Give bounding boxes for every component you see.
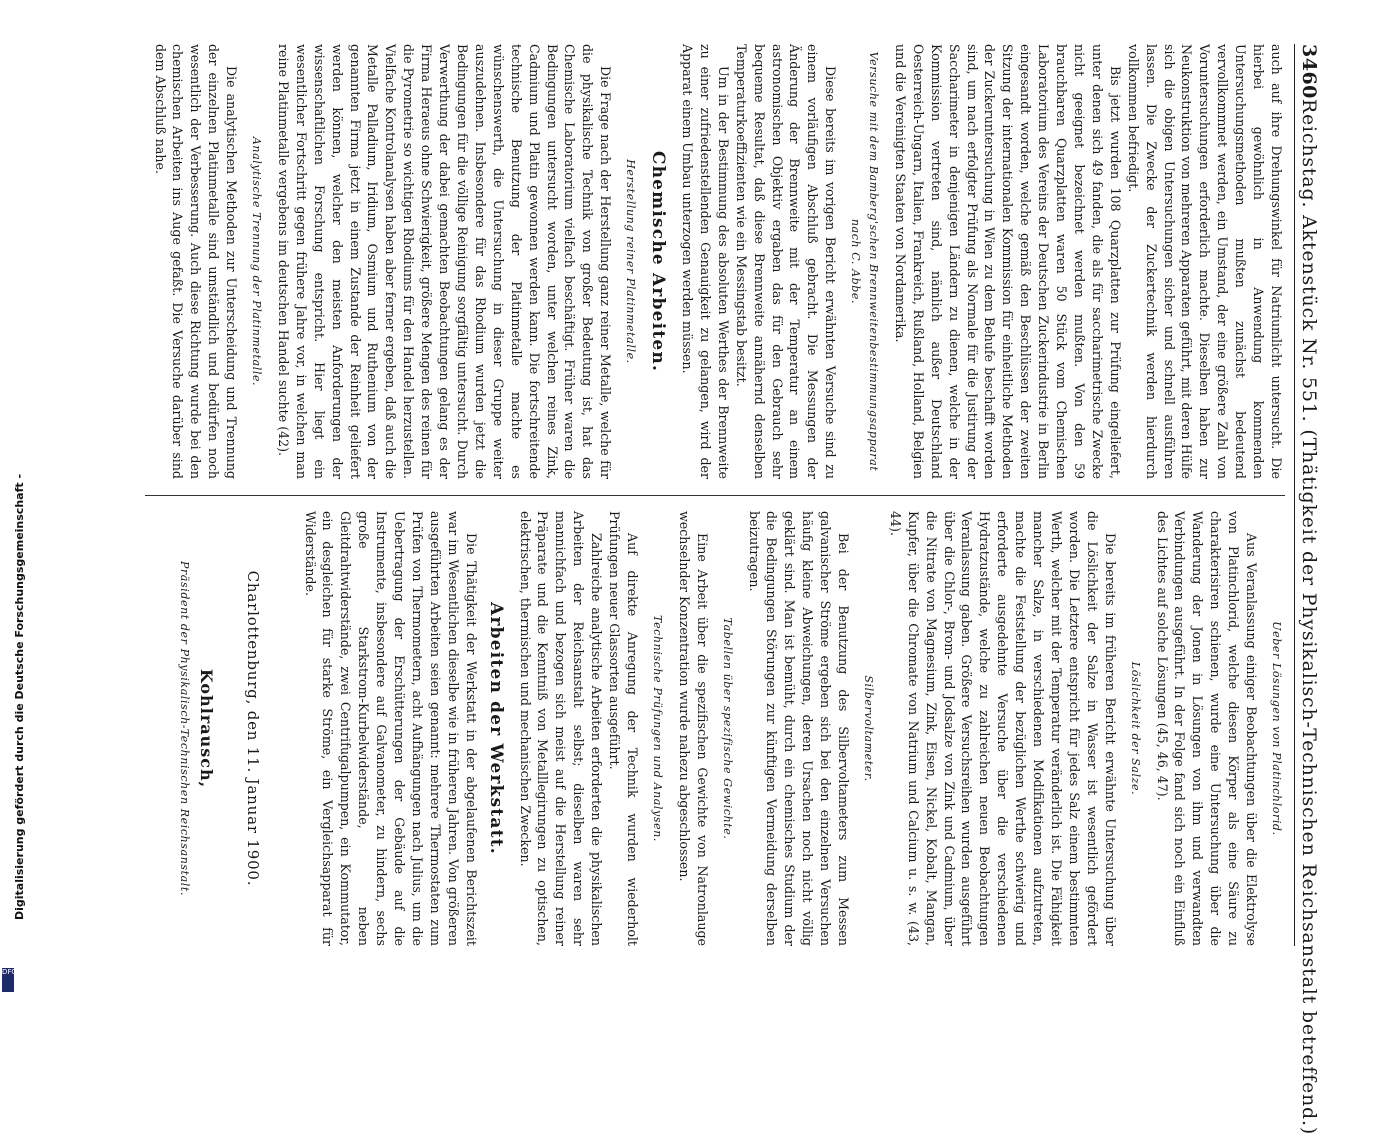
paragraph: Um in der Bestimmung des absoluten Werthes der Brennweite zu einer zufriedenstellenden Genauigkeit zu gelangen, wird der Apparat einem Umbau unterzogen werden müssen.: [680, 44, 731, 479]
column-divider: [145, 495, 1285, 496]
paragraph: Aus Veranlassung einiger Beobachtungen über die Elektrolyse von Platinchlorid, welche diesen Körper als eine Säure zu charakterisiren schienen, wurde eine Untersuchung über die Wanderung der Jonen in Lösungen von ihm und verwandten Verbindungen ausgeführt. In der Folge fand sich noch ein Einfluß des Lichtes auf solche Lösungen (45, 46, 47).: [1154, 511, 1260, 946]
paragraph: auch auf ihre Drehungswinkel für Natriumlicht untersucht. Die hierbei gewöhnlich in Anwendung kommenden Untersuchungsmethoden mußten zunächst bedeutend vervollkommnet werden, ein Umstand, der eine größere Zahl von Voruntersuchungen erforderlich machte. Dieselben haben zur Neukonstruktion von mehreren Apparaten geführt, mit deren Hülfe sich die obigen Untersuchungen sicher und schnell ausführen lassen. Die Zwecke der Zuckertechnik werden hierdurch vollkommen befriedigt.: [1125, 44, 1284, 479]
subheading: Ueber Lösungen von Platinchlorid.: [1270, 621, 1283, 836]
paragraph: Bis jetzt wurden 108 Quarzplatten zur Prüfung eingeliefert, unter denen sich 49 fanden, die als für saccharimetrische Zwecke nicht geeignet bezeichnet werden mußten. Von den 59 brauchbaren Quarzplatten waren 50 Stück vom Chemischen Laboratorium des Vereins der Deutschen Zuckerindustrie in Berlin eingesandt worden, welche gemäß den Beschlüssen der zweiten Sitzung der internationalen Kommission für einheitliche Methoden der Zuckeruntersuchung in Wien zu dem Behufe beschafft worden sind, um nach erfolgter Prüfung als Normale für die Justirung der Saccharimeter in denjenigen Ländern zu dienen, welche in der Kommission vertreten sind, nämlich außer Deutschland Oesterreich-Ungarn, Italien, Frankreich, Rußland, Holland, Belgien und die Vereinigten Staaten von Nordamerika.: [892, 44, 1123, 479]
paragraph: Eine Arbeit über die spezifischen Gewichte von Natronlauge wechselnder Konzentration wurde nahezu abgeschlossen.: [676, 511, 710, 946]
running-head-title: Reichstag. Aktenstück Nr. 551. (Thätigkeit der Physikalisch-Technischen Reichsanstalt betreffend.): [1298, 98, 1320, 1135]
dfg-logo: DFG: [2, 968, 14, 992]
paragraph: Zahlreiche analytische Arbeiten erforderten die physikalischen Arbeiten der Reichsanstalt selbst; dieselben waren sehr mannichfach und bezogen sich meist auf die Herstellung reiner Präparate und die Kenntniß von Metalllegirungen zu optischen, elektrischen, thermischen und mechanischen Zwecken.: [517, 511, 605, 946]
paragraph: Die analytischen Methoden zur Unterscheidung und Trennung der einzelnen Platinmetalle sind umständlich und bedürfen noch wesentlich der Verbesserung. Auch diese Richtung wurde bei den chemischen Arbeiten ins Auge gefaßt. Die Versuche darüber sind dem Abschluß nahe.: [152, 44, 240, 479]
paragraph: Die Thätigkeit der Werkstatt in der abgelaufenen Berichtszeit war im Wesentlichen dieselbe wie in früheren Jahren. Von größeren ausgeführten Arbeiten seien genannt: mehrere Thermostaten zum Prüfen von Thermometern, acht Aufhängungen nach Julius, um die Uebertragung der Erschütterungen der Gebäude auf die Instrumente, insbesondere auf Galvanometer, zu hindern, sechs große Starkstrom-Kurbelwiderstände, neben Gleitdrahtwiderstände, zwei Centrifugalpumpen, ein Kommutator, ein desgleichen für starke Ströme, ein Vergleichsapparat für Widerstände.: [302, 511, 479, 946]
paragraph: Die bereits im früheren Bericht erwähnte Untersuchung über die Löslichkeit der Salze in Wasser ist wesentlich gefördert worden. Die Letztere entspricht für jedes Salz einem bestimmten Werth, welcher mit der Temperatur veränderlich ist. Die Fähigkeit mancher Salze, in verschiedenen Modifikationen aufzutreten, machte die Feststellung der bezüglichen Werthe schwierig und erforderte ausgedehnte Versuche über die verschiedenen Hydratzustände, welche zu zahlreichen neuen Beobachtungen Veranlassung gaben. Größere Versuchsreihen wurden ausgeführt über die Chlor-, Brom- und Jodsalze von Zink und Cadmium, über die Nitrate von Magnesium, Zink, Eisen, Nickel, Kobalt, Mangan, Kupfer, über die Chromate von Natrium und Calcium u. s. w. (43, 44).: [887, 511, 1118, 946]
subheading: Löslichkeit der Salze.: [1128, 661, 1142, 796]
paragraph: Die Frage nach der Herstellung ganz reiner Metalle, welche für die physikalische Technik von großer Bedeutung ist, hat das Chemische Laboratorium vielfach beschäftigt. Früher waren die Bedingungen untersucht worden, unter welchen reines Zink, Cadmium und Platin gewonnen werden kann. Die fortschreitende technische Benutzung der Platinmetalle machte es wünschenswerth, die Untersuchung in dieser Gruppe weiter auszudehnen. Insbesondere für das Rhodium wurden jetzt die Bedingungen für die völlige Reinigung sorgfältig untersucht. Durch Verwerthung der dabei gemachten Beobachtungen gelang es der Firma Heraeus ohne Schwierigkeit, größere Mengen des reinen für die Pyrometrie so wichtigen Rhodiums für den Handel herzustellen. Vielfache Kontrolanalysen haben aber ferner ergeben, daß auch die Metalle Palladium, Iridium, Osmium und Ruthenium von der genannten Firma jetzt in einem Zustande der Reinheit geliefert werden können, welcher den meisten Anforderungen der wissenschaftlichen Forschung entspricht. Hier liegt ein wesentlicher Fortschritt gegen frühere Jahre vor, in welchen man reine Platinmetalle vergebens im deutschen Handel suchte (42).: [275, 44, 614, 479]
subheading: Silbervoltameter.: [861, 675, 875, 782]
running-head: [1297, 44, 1321, 1135]
header-rule: [1294, 44, 1295, 946]
subheading: Analytische Trennung der Platinmetalle.: [250, 136, 264, 387]
paragraph: Bei der Benutzung des Silbervoltameters zum Messen galvanischer Ströme ergeben sich bei den einzelnen Versuchen häufig kleine Abweichungen, deren Ursachen noch nicht völlig geklärt sind. Man ist bemüht, durch ein chemisches Studium der die Bedingungen Störungen zur künftigen Vermeidung derselben beizutragen.: [746, 511, 852, 946]
right-column: [155, 511, 1285, 946]
subheading: Tabellen über spezifische Gewichte.: [720, 617, 734, 840]
digitization-imprint: Digitalisierung gefördert durch die Deutsche Forschungsgemeinschaft -: [13, 473, 26, 921]
page-number: 3460: [1298, 44, 1320, 99]
subheading: Versuche mit dem Bamberg'schen Brennweitenbestimmungsapparat nach C. Abbe.: [849, 51, 881, 472]
signature-name: Kohlrausch,: [196, 668, 216, 789]
paragraph: Diese bereits im vorigen Bericht erwähnten Versuche sind zu einem vorläufigen Abschluß gebracht. Die Messungen der Änderung der Brennweite mit der Temperatur an einem astronomischen Objektiv ergaben das für den Gebrauch sehr bequeme Resultat, daß diese Brennweite annähernd denselben Temperaturkoeffizienten wie ein Messingstab besitzt.: [733, 44, 839, 479]
section-heading: Chemische Arbeiten.: [648, 150, 669, 373]
left-column: [152, 44, 1285, 479]
subheading: Technische Prüfungen und Analysen.: [650, 614, 664, 842]
signature-role: Präsident der Physikalisch-Technischen Reichsanstalt.: [177, 560, 191, 897]
page-sheet: [76, 44, 1321, 1135]
section-heading: Arbeiten der Werkstatt.: [485, 602, 506, 855]
signature-block: [175, 511, 261, 946]
subheading: Herstellung reiner Platinmetalle.: [624, 159, 638, 364]
date-line: Charlottenburg, den 11. Januar 1900.: [243, 570, 262, 887]
paragraph: Auf direkte Anregung der Technik wurden wiederholt Prüfungen neuer Glassorten ausgeführt.: [607, 511, 640, 946]
